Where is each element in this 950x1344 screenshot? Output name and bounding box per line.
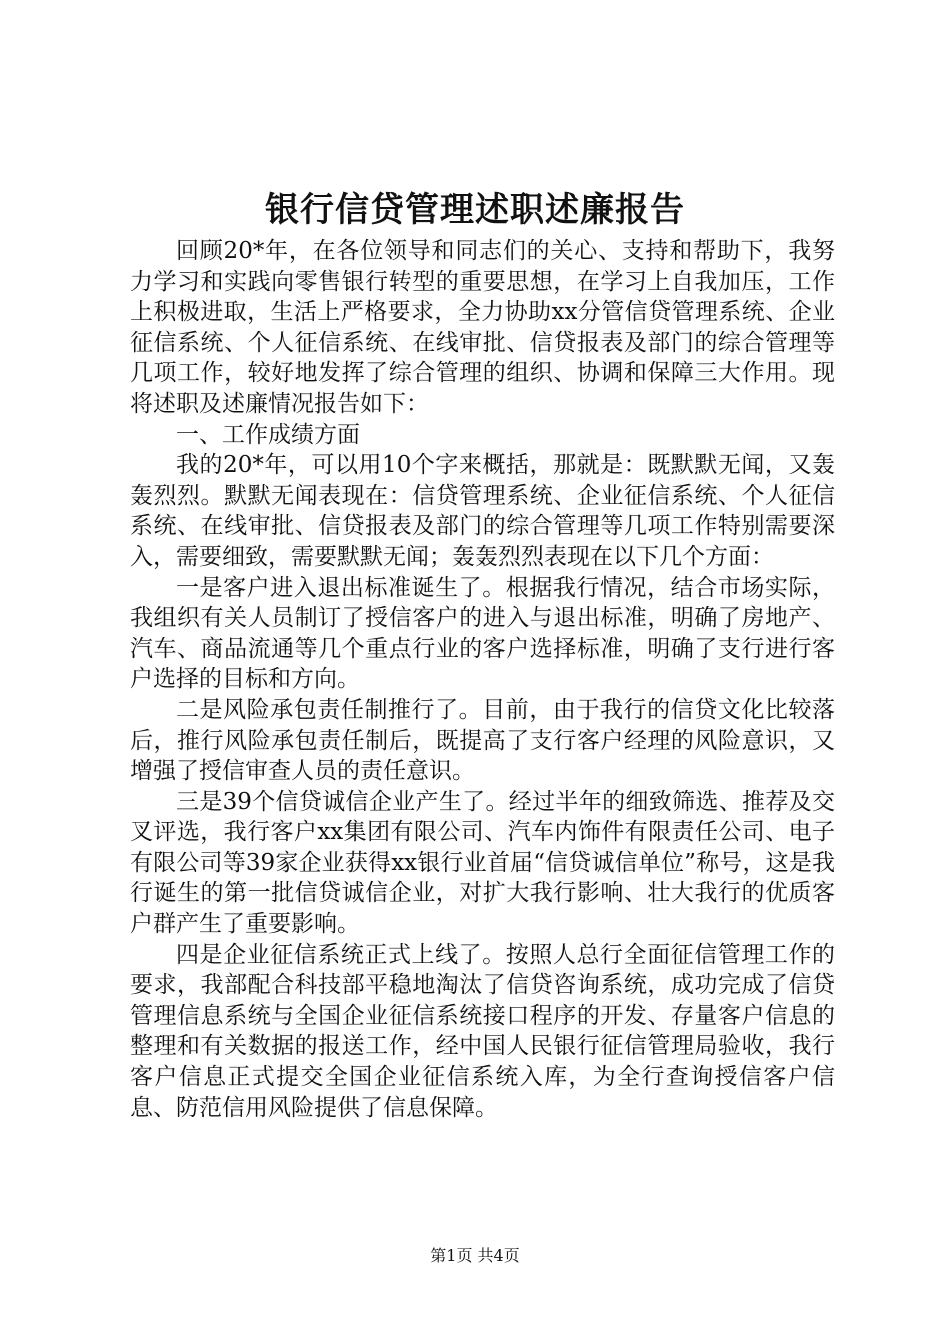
paragraph-summary: 我的20*年，可以用10个字来概括，那就是：既默默无闻，又轰轰烈烈。默默无闻表现在：信贷管理系统、企业征信系统、个人征信系统、在线审批、信贷报表及部门的综合管理等几项工作特别需要深入，需要细致，需要默默无闻；轰轰烈烈表现在以下几个方面： [130,452,835,570]
paragraph-point-1: 一是客户进入退出标准诞生了。根据我行情况，结合市场实际，我组织有关人员制订了授信客户的进入与退出标准，明确了房地产、汽车、商品流通等几个重点行业的客户选择标准，明确了支行进行客户选择的目标和方向。 [130,574,835,693]
paragraph-point-3: 三是39个信贷诚信企业产生了。经过半年的细致筛选、推荐及交叉评选，我行客户xx集团有限公司、汽车内饰件有限责任公司、电子有限公司等39家企业获得xx银行业首届“信贷诚信单位”称号，这是我行诞生的第一批信贷诚信企业，对扩大我行影响、壮大我行的优质客户群产生了重要影响。 [130,788,835,938]
paragraph-point-2: 二是风险承包责任制推行了。目前，由于我行的信贷文化比较落后，推行风险承包责任制后，既提高了支行客户经理的风险意识，又增强了授信审查人员的责任意识。 [130,696,835,785]
page-number-footer: 第1页 共4页 [430,1246,520,1265]
paragraph-intro: 回顾20*年，在各位领导和同志们的关心、支持和帮助下，我努力学习和实践向零售银行转型的重要思想，在学习上自我加压，工作上积极进取，生活上严格要求，全力协助xx分管信贷管理系统、企业征信系统、个人征信系统、在线审批、信贷报表及部门的综合管理等几项工作，较好地发挥了综合管理的组织、协调和保障三大作用。现将述职及述廉情况报告如下： [130,238,835,417]
document-body [130,236,835,1123]
paragraph-point-4: 四是企业征信系统正式上线了。按照人总行全面征信管理工作的要求，我部配合科技部平稳地淘汰了信贷咨询系统，成功完成了信贷管理信息系统与全国企业征信系统接口程序的开发、存量客户信息的整理和有关数据的报送工作，经中国人民银行征信管理局验收，我行客户信息正式提交全国企业征信系统入库，为全行查询授信客户信息、防范信用风险提供了信息保障。 [130,941,835,1121]
document-title: 银行信贷管理述职述廉报告 [265,190,685,230]
section-heading-work-results: 一、工作成绩方面 [176,421,360,448]
